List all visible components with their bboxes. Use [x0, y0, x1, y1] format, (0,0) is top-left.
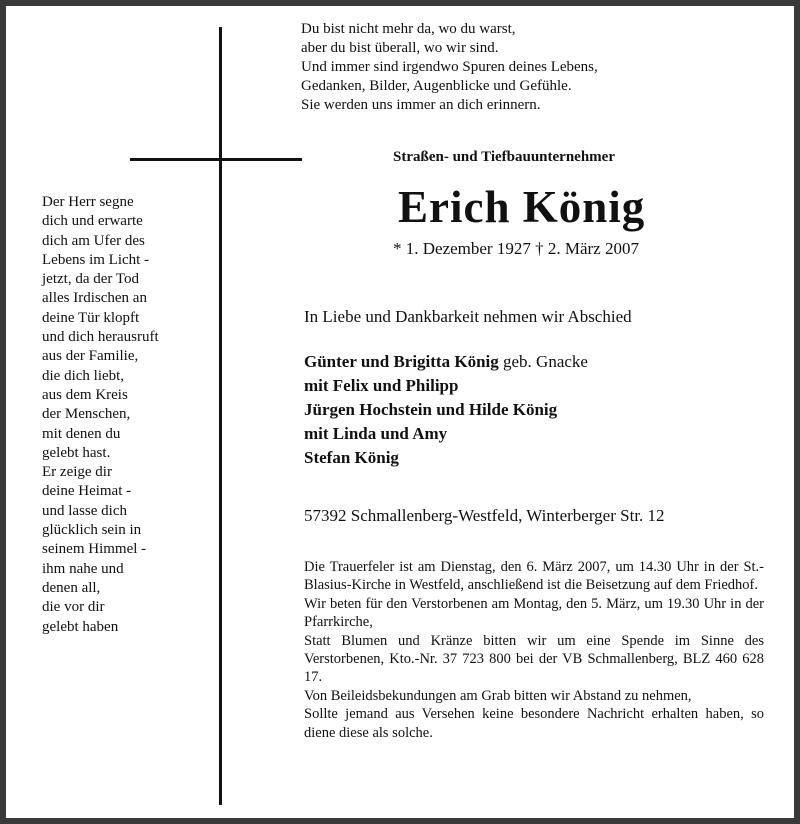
life-dates: * 1. Dezember 1927 † 2. März 2007 — [393, 239, 639, 258]
blessing-line: mit denen du — [42, 425, 121, 442]
info-paragraph: Wir beten für den Verstorbenen am Montag, den 5. März, um 19.30 Uhr in der Pfarrkirche, — [304, 595, 764, 631]
mourner-name: mit Felix und Philipp — [304, 376, 459, 395]
blessing-line: gelebt hast. — [42, 444, 111, 461]
blessing-line: aus der Familie, — [42, 348, 139, 365]
blessing-line: dich und erwarte — [42, 213, 143, 230]
blessing-line: seinem Himmel - — [42, 541, 147, 558]
maiden-name-note: geb. Gnacke — [498, 352, 588, 371]
blessing-line: Der Herr segne — [42, 194, 134, 210]
blessing-line: die dich liebt, — [42, 367, 125, 384]
info-paragraph: Von Beileidsbekundungen am Grab bitten wir Abstand zu nehmen, — [304, 687, 692, 704]
blessing-line: und lasse dich — [42, 502, 127, 519]
blessing-line: ihm nahe und — [42, 560, 124, 577]
cross-vertical-bar — [219, 27, 222, 805]
info-paragraph: Statt Blumen und Kränze bitten wir um eine Spende im Sinne des Verstorbenen, Kto.-Nr. 37 723 800 bei der VB Schmallenberg, BLZ 460 628 17. — [304, 632, 764, 686]
mourner-entry — [304, 398, 588, 422]
mourner-entry — [304, 374, 588, 398]
info-paragraph: Die Trauerfeler ist am Dienstag, den 6. März 2007, um 14.30 Uhr in der St.-Blasius-Kirche in Westfeld, anschließend ist die Beisetzung auf dem Friedhof. — [304, 559, 764, 594]
mourner-name: mit Linda und Amy — [304, 424, 448, 443]
blessing-verse — [42, 193, 159, 637]
family-address: 57392 Schmallenberg-Westfeld, Winterberger Str. 12 — [304, 506, 665, 525]
blessing-line: Lebens im Licht - — [42, 251, 150, 268]
blessing-line: aus dem Kreis — [42, 386, 128, 403]
blessing-line: glücklich sein in — [42, 522, 142, 539]
mourner-name: Jürgen Hochstein und Hilde König — [304, 400, 558, 419]
poem-line: Sie werden uns immer an dich erinnern. — [301, 97, 541, 113]
deceased-profession: Straßen- und Tiefbauunternehmer — [393, 149, 615, 165]
poem-line: aber du bist überall, wo wir sind. — [301, 40, 499, 56]
mourner-name: Günter und Brigitta König — [304, 352, 499, 371]
blessing-line: gelebt haben — [42, 618, 119, 635]
poem — [301, 20, 598, 115]
mourner-name: Stefan König — [304, 448, 399, 467]
blessing-line: deine Heimat - — [42, 483, 132, 500]
blessing-line: deine Tür klopft — [42, 309, 140, 326]
obituary-notice — [6, 6, 794, 818]
funeral-information — [304, 558, 764, 742]
blessing-line: jetzt, da der Tod — [42, 271, 139, 288]
farewell-line: In Liebe und Dankbarkeit nehmen wir Abschied — [304, 307, 632, 326]
blessing-line: denen all, — [42, 579, 101, 596]
mourner-entry — [304, 350, 588, 374]
poem-line: Du bist nicht mehr da, wo du warst, — [301, 21, 516, 37]
mourner-entry — [304, 446, 588, 470]
blessing-line: die vor dir — [42, 599, 105, 616]
blessing-line: alles Irdischen an — [42, 290, 147, 307]
mourner-entry — [304, 422, 588, 446]
deceased-name: Erich König — [398, 182, 646, 232]
info-paragraph: Sollte jemand aus Versehen keine besondere Nachricht erhalten haben, so diene diese als solche. — [304, 706, 764, 741]
blessing-line: der Menschen, — [42, 406, 131, 423]
cross-horizontal-bar — [130, 158, 302, 161]
poem-line: Und immer sind irgendwo Spuren deines Lebens, — [301, 59, 598, 75]
blessing-line: Er zeige dir — [42, 464, 112, 481]
blessing-line: dich am Ufer des — [42, 232, 145, 249]
mourners-list — [304, 350, 588, 470]
poem-line: Gedanken, Bilder, Augenblicke und Gefühle. — [301, 78, 572, 94]
blessing-line: und dich herausruft — [42, 329, 159, 346]
